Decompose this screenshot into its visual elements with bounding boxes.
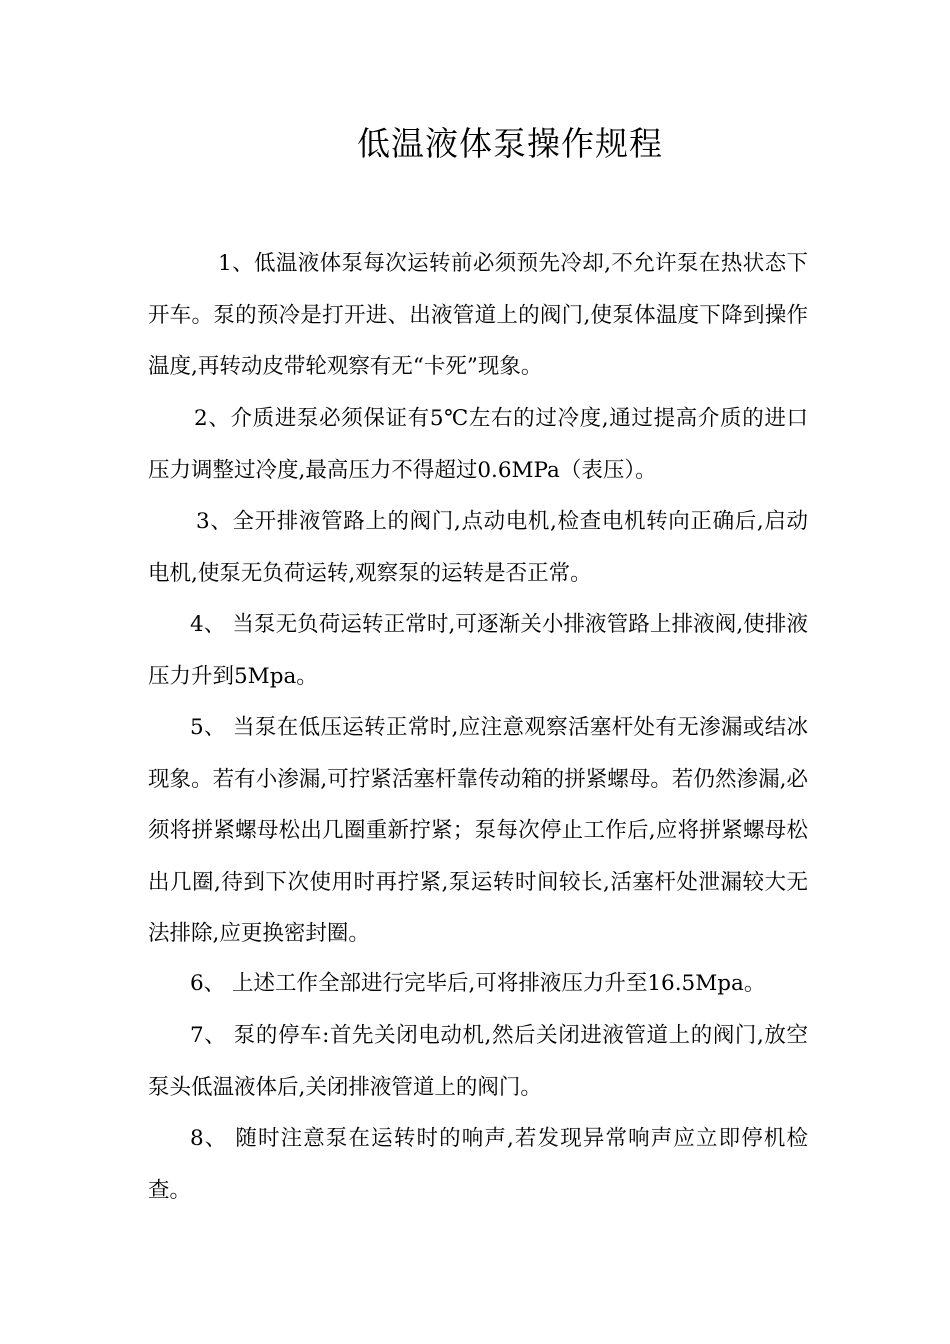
paragraph-3: 3、全开排液管路上的阀门,点动电机,检查电机转向正确后,启动电机,使泵无负荷运转,观察泵的运转是否正常。 — [148, 509, 808, 586]
paragraph-5: 5、 当泵在低压运转正常时,应注意观察活塞杆处有无渗漏或结冰现象。若有小渗漏,可拧紧活塞杆靠传动箱的拼紧螺母。若仍然渗漏,必须将拼紧螺母松出几圈重新拧紧；泵每次停止工作后,应将拼紧螺母松出几圈,待到下次使用时再拧紧,泵运转时间较长,活塞杆处泄漏较大无法排除,应更换密封圈。 — [148, 715, 808, 946]
paragraph-4: 4、 当泵无负荷运转正常时,可逐渐关小排液管路上排液阀,使排液压力升到5Mpa。 — [148, 612, 808, 689]
document-title: 低温液体泵操作规程 — [357, 124, 663, 163]
paragraph-2: 2、介质进泵必须保证有5℃左右的过冷度,通过提高介质的进口压力调整过冷度,最高压力不得超过0.6MPa（表压）。 — [148, 406, 808, 483]
paragraph-8: 8、 随时注意泵在运转时的响声,若发现异常响声应立即停机检查。 — [148, 1126, 808, 1203]
paragraph-6: 6、 上述工作全部进行完毕后,可将排液压力升至16.5Mpa。 — [190, 971, 766, 996]
paragraph-7: 7、 泵的停车:首先关闭电动机,然后关闭进液管道上的阀门,放空泵头低温液体后,关闭排液管道上的阀门。 — [148, 1023, 808, 1100]
paragraph-1: 1、低温液体泵每次运转前必须预先冷却,不允许泵在热状态下开车。泵的预冷是打开进、出液管道上的阀门,使泵体温度下降到操作温度,再转动皮带轮观察有无“卡死”现象。 — [148, 251, 808, 379]
